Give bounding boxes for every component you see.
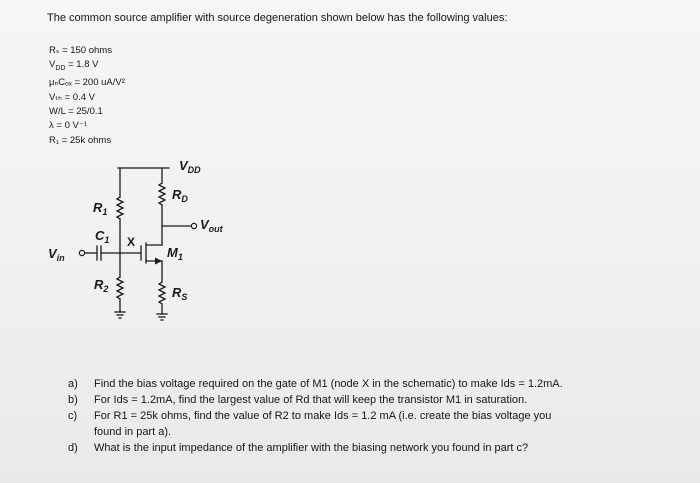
value-uncox-text: μₙCₒₓ = 200 uA/V² [49,77,125,89]
question-a [68,376,693,392]
vin-terminal [79,250,84,255]
rs-resistor [159,282,165,304]
c1-label-main: C [95,228,105,243]
r2-label-sub: 2 [103,284,109,294]
vdd-label-main: V [179,158,188,173]
value-wl-text: W/L = 25/0.1 [49,106,103,118]
source-arrow [155,258,162,265]
vdd-label-sub: DD [187,165,201,175]
rd-resistor [159,183,165,205]
vout-label [200,217,224,234]
value-r1-text: R₁ = 25k ohms [49,134,112,146]
question-c [68,408,693,440]
x-label: X [127,235,136,249]
vin-label-main: V [48,246,57,261]
question-c-continuation: found in part a). [94,426,172,438]
question-d-text: What is the input impedance of the amplifier with the biasing network you found in part c? [94,442,529,454]
m1-label-sub: 1 [177,252,183,262]
rd-label-main: R [172,187,182,202]
vout-label-main: V [200,217,209,232]
value-vth-text: Vₜₕ = 0.4 V [49,91,95,103]
value-rs-text: Rₛ = 150 ohms [49,45,112,56]
vin-label [48,246,65,263]
r2-resistor [117,277,123,299]
r1-label [93,200,107,217]
r2-label [94,277,108,294]
question-a-text: Find the bias voltage required on the gate of M1 (node X in the schematic) to make Ids = 1.2mA. [94,378,563,390]
question-a-label: a) [68,378,78,390]
r2-label-main: R [94,277,104,292]
problem-intro: The common source amplifier with source degeneration shown below has the following values: [47,12,508,24]
question-d-label: d) [68,442,78,454]
c1-label-sub: 1 [104,235,110,245]
vin-label-sub: in [56,253,65,263]
r1-label-main: R [93,200,103,215]
question-list [68,376,693,456]
question-b-label: b) [68,394,78,406]
rs-label-main: R [172,285,182,300]
rs-label [172,285,187,302]
r1-resistor [117,197,123,219]
question-b-text: For Ids = 1.2mA, find the largest value of Rd that will keep the transistor M1 in saturation. [94,394,528,406]
question-c-text: For R1 = 25k ohms, find the value of R2 to make Ids = 1.2 mA (i.e. create the bias voltage you [94,410,552,422]
question-b [68,392,693,408]
value-lambda-text: λ = 0 V⁻¹ [49,120,88,132]
m1-label [167,245,183,262]
rd-label [172,187,188,204]
rd-label-sub: D [181,194,188,204]
m1-label-main: M [167,245,178,260]
vout-label-sub: out [208,224,223,234]
vout-terminal [191,223,196,228]
value-vdd-text: $V_{DD} = 1.8$ V [49,59,99,73]
question-d [68,440,693,456]
question-c-label: c) [68,410,78,422]
r1-label-sub: 1 [102,207,108,217]
vdd-label [179,158,201,175]
rs-label-sub: S [181,292,188,302]
c1-label [95,228,109,245]
